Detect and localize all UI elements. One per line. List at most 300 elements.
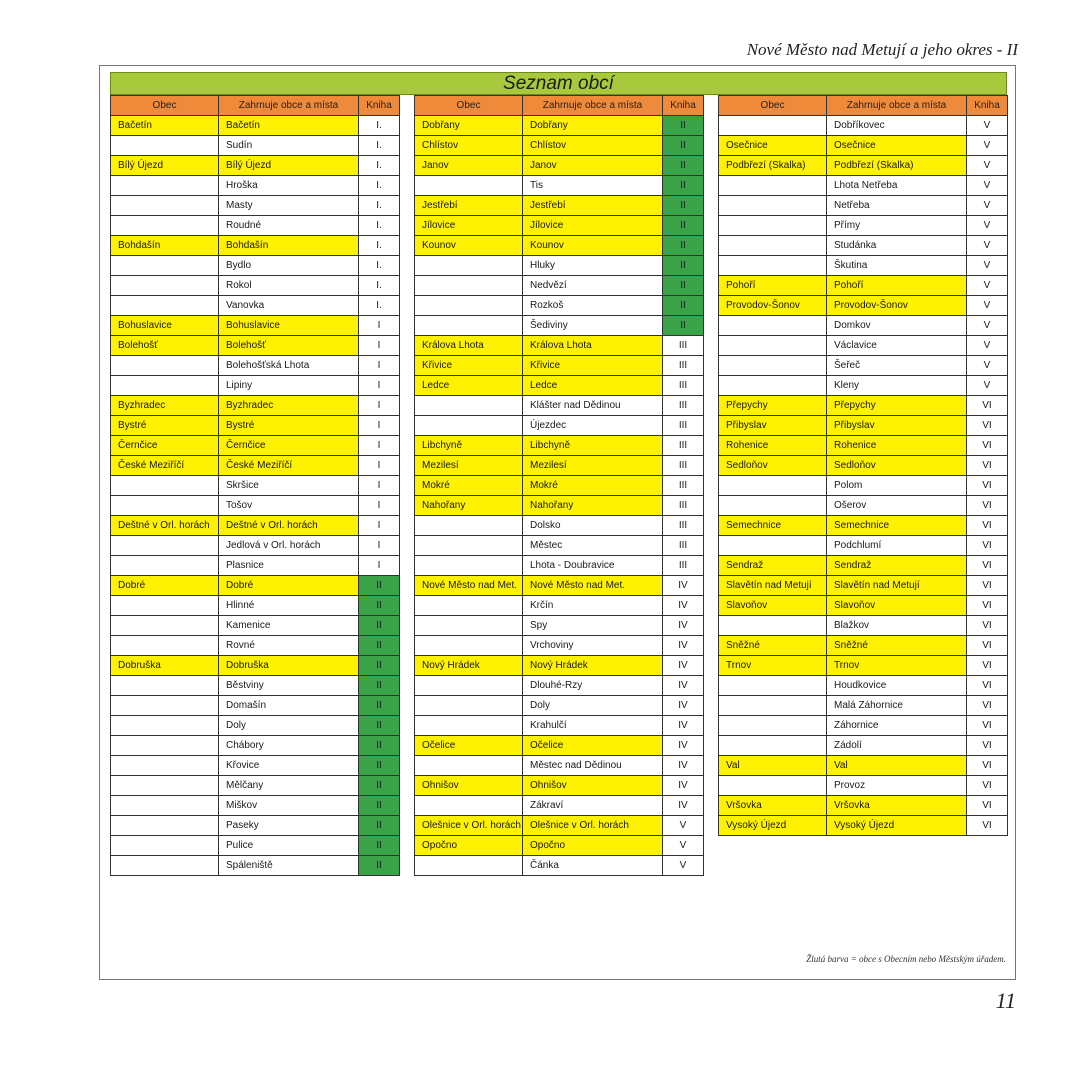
table-row (415, 656, 704, 676)
table-row (415, 256, 704, 276)
cell-zahrnuje: Hroška (219, 176, 359, 196)
cell-obec: Očelice (415, 736, 523, 756)
cell-kniha: VI (967, 536, 1008, 556)
cell-zahrnuje: Králova Lhota (523, 336, 663, 356)
table-row (111, 576, 400, 596)
table-row (111, 316, 400, 336)
cell-zahrnuje: Byzhradec (219, 396, 359, 416)
cell-zahrnuje: Šediviny (523, 316, 663, 336)
cell-kniha: VI (967, 476, 1008, 496)
cell-obec (719, 336, 827, 356)
table-row (111, 196, 400, 216)
page-header-title: Nové Město nad Metují a jeho okres - II (746, 40, 1018, 59)
table-row (415, 296, 704, 316)
cell-obec (111, 176, 219, 196)
table-row (415, 836, 704, 856)
table-row (415, 636, 704, 656)
cell-zahrnuje: Křovice (219, 756, 359, 776)
cell-kniha: I (359, 536, 400, 556)
cell-kniha: II (663, 276, 704, 296)
cell-kniha: IV (663, 756, 704, 776)
cell-kniha: V (967, 316, 1008, 336)
cell-zahrnuje: Bílý Újezd (219, 156, 359, 176)
table-row (415, 456, 704, 476)
table-row (111, 656, 400, 676)
cell-kniha: VI (967, 756, 1008, 776)
cell-kniha: III (663, 496, 704, 516)
cell-obec (111, 716, 219, 736)
municipality-table-column-2 (414, 95, 704, 876)
cell-zahrnuje: Krahulčí (523, 716, 663, 736)
cell-obec (719, 476, 827, 496)
legend-note: Žlutá barva = obce s Obecním nebo Městským úřadem. (806, 954, 1006, 964)
cell-zahrnuje: Semechnice (827, 516, 967, 536)
header-obec: Obec (719, 96, 827, 116)
cell-kniha: II (359, 796, 400, 816)
cell-kniha: VI (967, 596, 1008, 616)
cell-kniha: II (359, 676, 400, 696)
table-row (111, 616, 400, 636)
cell-kniha: V (967, 116, 1008, 136)
cell-zahrnuje: Přímy (827, 216, 967, 236)
table-row (415, 156, 704, 176)
table-row (415, 436, 704, 456)
cell-zahrnuje: Spy (523, 616, 663, 636)
cell-kniha: I (359, 556, 400, 576)
cell-zahrnuje: Vršovka (827, 796, 967, 816)
table-row (415, 336, 704, 356)
cell-kniha: IV (663, 796, 704, 816)
cell-obec (111, 136, 219, 156)
table-row (415, 376, 704, 396)
cell-kniha: VI (967, 716, 1008, 736)
table-row (111, 236, 400, 256)
table-row (415, 356, 704, 376)
cell-obec (111, 296, 219, 316)
table-row (415, 556, 704, 576)
cell-kniha: III (663, 336, 704, 356)
cell-kniha: II (359, 636, 400, 656)
table-row (719, 796, 1008, 816)
table-row (415, 696, 704, 716)
table-row (415, 396, 704, 416)
table-row (111, 716, 400, 736)
cell-zahrnuje: Studánka (827, 236, 967, 256)
cell-zahrnuje: Opočno (523, 836, 663, 856)
cell-kniha: II (359, 836, 400, 856)
municipality-table-column-3 (718, 95, 1008, 836)
cell-obec (111, 476, 219, 496)
table-row (415, 576, 704, 596)
cell-zahrnuje: Ohnišov (523, 776, 663, 796)
cell-obec: Dobruška (111, 656, 219, 676)
cell-obec (111, 736, 219, 756)
cell-kniha: II (359, 576, 400, 596)
cell-zahrnuje: Netřeba (827, 196, 967, 216)
cell-kniha: VI (967, 736, 1008, 756)
cell-obec: Sněžné (719, 636, 827, 656)
table-row (719, 396, 1008, 416)
cell-zahrnuje: Šeřeč (827, 356, 967, 376)
cell-kniha: II (359, 596, 400, 616)
cell-obec: Sedloňov (719, 456, 827, 476)
table-row (415, 776, 704, 796)
cell-obec (415, 636, 523, 656)
cell-kniha: VI (967, 696, 1008, 716)
cell-obec: Opočno (415, 836, 523, 856)
table-row (111, 136, 400, 156)
cell-obec (111, 696, 219, 716)
table-row (111, 796, 400, 816)
municipality-table-column-1 (110, 95, 400, 876)
table-row (111, 216, 400, 236)
cell-kniha: I. (359, 136, 400, 156)
cell-kniha: IV (663, 716, 704, 736)
cell-obec (415, 616, 523, 636)
cell-obec (719, 716, 827, 736)
cell-obec: Bohdašín (111, 236, 219, 256)
cell-zahrnuje: Chábory (219, 736, 359, 756)
cell-obec (719, 116, 827, 136)
cell-kniha: III (663, 556, 704, 576)
table-row (719, 216, 1008, 236)
cell-kniha: II (663, 256, 704, 276)
cell-obec (111, 196, 219, 216)
cell-kniha: II (663, 156, 704, 176)
cell-zahrnuje: Nové Město nad Met. (523, 576, 663, 596)
table-row (719, 576, 1008, 596)
cell-kniha: IV (663, 736, 704, 756)
table-row (719, 136, 1008, 156)
cell-zahrnuje: Kleny (827, 376, 967, 396)
cell-kniha: VI (967, 416, 1008, 436)
table-header-row (111, 96, 400, 116)
table-row (719, 316, 1008, 336)
table-row (415, 676, 704, 696)
cell-kniha: V (967, 136, 1008, 156)
cell-zahrnuje: Rovné (219, 636, 359, 656)
cell-zahrnuje: Mezilesí (523, 456, 663, 476)
cell-zahrnuje: Zádolí (827, 736, 967, 756)
cell-obec: Podbřezí (Skalka) (719, 156, 827, 176)
cell-obec: Slavoňov (719, 596, 827, 616)
table-row (719, 496, 1008, 516)
cell-kniha: II (359, 856, 400, 876)
cell-kniha: IV (663, 636, 704, 656)
cell-obec (111, 776, 219, 796)
table-row (719, 296, 1008, 316)
table-row (719, 716, 1008, 736)
cell-obec (111, 376, 219, 396)
table-row (111, 776, 400, 796)
cell-zahrnuje: Krčín (523, 596, 663, 616)
table-row (415, 616, 704, 636)
cell-zahrnuje: Blažkov (827, 616, 967, 636)
table-row (415, 276, 704, 296)
cell-kniha: I (359, 336, 400, 356)
table-row (111, 536, 400, 556)
table-row (415, 116, 704, 136)
cell-obec (415, 276, 523, 296)
cell-obec: Bílý Újezd (111, 156, 219, 176)
cell-zahrnuje: Houdkovice (827, 676, 967, 696)
cell-obec (415, 556, 523, 576)
cell-obec: Přibyslav (719, 416, 827, 436)
cell-kniha: II (359, 616, 400, 636)
cell-obec (719, 616, 827, 636)
cell-obec: Nahořany (415, 496, 523, 516)
table-row (719, 596, 1008, 616)
table-row (719, 336, 1008, 356)
cell-kniha: VI (967, 456, 1008, 476)
cell-kniha: V (967, 156, 1008, 176)
cell-kniha: I. (359, 296, 400, 316)
table-row (111, 416, 400, 436)
cell-kniha: VI (967, 656, 1008, 676)
cell-zahrnuje: Bohdašín (219, 236, 359, 256)
cell-kniha: II (663, 116, 704, 136)
cell-zahrnuje: Kounov (523, 236, 663, 256)
cell-zahrnuje: Vanovka (219, 296, 359, 316)
cell-kniha: IV (663, 656, 704, 676)
table-row (111, 436, 400, 456)
table-row (111, 456, 400, 476)
table-row (415, 596, 704, 616)
cell-zahrnuje: Vrchoviny (523, 636, 663, 656)
cell-zahrnuje: Černčice (219, 436, 359, 456)
page-number: 11 (995, 988, 1016, 1013)
cell-zahrnuje: Pohoří (827, 276, 967, 296)
cell-obec: Provodov-Šonov (719, 296, 827, 316)
cell-zahrnuje: Doly (219, 716, 359, 736)
table-row (719, 436, 1008, 456)
table-row (111, 376, 400, 396)
cell-kniha: III (663, 536, 704, 556)
table-row (415, 716, 704, 736)
cell-zahrnuje: Roudné (219, 216, 359, 236)
cell-kniha: II (359, 816, 400, 836)
cell-obec: Deštné v Orl. horách (111, 516, 219, 536)
cell-obec (719, 676, 827, 696)
table-row (111, 296, 400, 316)
cell-zahrnuje: Podchlumí (827, 536, 967, 556)
cell-kniha: II (359, 696, 400, 716)
cell-zahrnuje: Mělčany (219, 776, 359, 796)
cell-obec: Králova Lhota (415, 336, 523, 356)
header-kniha: Kniha (359, 96, 400, 116)
cell-zahrnuje: Lipiny (219, 376, 359, 396)
cell-kniha: II (663, 316, 704, 336)
cell-zahrnuje: Masty (219, 196, 359, 216)
cell-zahrnuje: Doly (523, 696, 663, 716)
cell-zahrnuje: Křivice (523, 356, 663, 376)
cell-obec: Nový Hrádek (415, 656, 523, 676)
cell-obec (719, 536, 827, 556)
cell-kniha: VI (967, 556, 1008, 576)
table-row (111, 756, 400, 776)
table-row (719, 776, 1008, 796)
cell-zahrnuje: Domašín (219, 696, 359, 716)
cell-kniha: V (967, 376, 1008, 396)
table-row (415, 736, 704, 756)
table-row (719, 756, 1008, 776)
cell-kniha: III (663, 396, 704, 416)
table-row (111, 276, 400, 296)
cell-obec: Mezilesí (415, 456, 523, 476)
cell-zahrnuje: Jílovice (523, 216, 663, 236)
cell-zahrnuje: Tis (523, 176, 663, 196)
cell-obec (111, 276, 219, 296)
cell-zahrnuje: Tošov (219, 496, 359, 516)
cell-zahrnuje: Městec nad Dědinou (523, 756, 663, 776)
cell-obec (111, 836, 219, 856)
cell-zahrnuje: Bačetín (219, 116, 359, 136)
cell-obec (719, 236, 827, 256)
cell-zahrnuje: Ošerov (827, 496, 967, 516)
cell-kniha: VI (967, 636, 1008, 656)
cell-kniha: I. (359, 176, 400, 196)
cell-zahrnuje: Nahořany (523, 496, 663, 516)
cell-zahrnuje: Rokol (219, 276, 359, 296)
cell-zahrnuje: Slavětín nad Metují (827, 576, 967, 596)
table-row (111, 516, 400, 536)
cell-obec: Semechnice (719, 516, 827, 536)
cell-kniha: V (663, 816, 704, 836)
cell-kniha: V (967, 356, 1008, 376)
cell-kniha: V (967, 256, 1008, 276)
cell-kniha: VI (967, 576, 1008, 596)
cell-obec (415, 696, 523, 716)
table-header-row (719, 96, 1008, 116)
cell-zahrnuje: Trnov (827, 656, 967, 676)
cell-kniha: VI (967, 816, 1008, 836)
cell-kniha: II (359, 656, 400, 676)
cell-kniha: II (359, 776, 400, 796)
cell-zahrnuje: Miškov (219, 796, 359, 816)
cell-obec: Přepychy (719, 396, 827, 416)
cell-zahrnuje: Bolehošťská Lhota (219, 356, 359, 376)
table-row (719, 416, 1008, 436)
cell-obec (415, 416, 523, 436)
table-row (415, 176, 704, 196)
header-kniha: Kniha (663, 96, 704, 116)
cell-zahrnuje: Hluky (523, 256, 663, 276)
cell-kniha: IV (663, 676, 704, 696)
table-row (719, 616, 1008, 636)
cell-kniha: I (359, 396, 400, 416)
cell-zahrnuje: Podbřezí (Skalka) (827, 156, 967, 176)
cell-zahrnuje: Václavice (827, 336, 967, 356)
cell-obec (111, 796, 219, 816)
table-row (719, 236, 1008, 256)
cell-obec: Nové Město nad Met. (415, 576, 523, 596)
cell-kniha: I (359, 516, 400, 536)
cell-kniha: III (663, 456, 704, 476)
cell-zahrnuje: České Meziříčí (219, 456, 359, 476)
cell-obec (415, 856, 523, 876)
cell-obec (415, 796, 523, 816)
cell-zahrnuje: Lhota - Doubravice (523, 556, 663, 576)
table-row (111, 336, 400, 356)
cell-zahrnuje: Rohenice (827, 436, 967, 456)
header-zahrnuje: Zahrnuje obce a místa (827, 96, 967, 116)
cell-kniha: I. (359, 196, 400, 216)
cell-zahrnuje: Jestřebí (523, 196, 663, 216)
cell-kniha: II (359, 756, 400, 776)
cell-zahrnuje: Domkov (827, 316, 967, 336)
cell-obec: Val (719, 756, 827, 776)
cell-obec (415, 176, 523, 196)
cell-obec (719, 176, 827, 196)
cell-kniha: I (359, 476, 400, 496)
cell-obec (719, 736, 827, 756)
cell-obec: Vysoký Újezd (719, 816, 827, 836)
cell-kniha: II (663, 236, 704, 256)
cell-obec: Rohenice (719, 436, 827, 456)
table-row (415, 516, 704, 536)
table-row (719, 256, 1008, 276)
cell-obec (719, 216, 827, 236)
table-row (111, 636, 400, 656)
cell-obec (111, 356, 219, 376)
cell-obec: Slavětín nad Metují (719, 576, 827, 596)
cell-zahrnuje: Malá Záhornice (827, 696, 967, 716)
cell-obec (111, 856, 219, 876)
cell-kniha: I. (359, 256, 400, 276)
cell-kniha: I (359, 376, 400, 396)
table-row (111, 836, 400, 856)
cell-kniha: V (967, 296, 1008, 316)
table-title: Seznam obcí (110, 72, 1007, 95)
cell-zahrnuje: Přepychy (827, 396, 967, 416)
table-row (111, 156, 400, 176)
cell-zahrnuje: Zákraví (523, 796, 663, 816)
cell-kniha: I. (359, 276, 400, 296)
table-row (719, 516, 1008, 536)
table-row (719, 656, 1008, 676)
cell-obec: Vršovka (719, 796, 827, 816)
cell-obec: Bačetín (111, 116, 219, 136)
cell-zahrnuje: Dobřany (523, 116, 663, 136)
cell-obec: Libchyně (415, 436, 523, 456)
cell-kniha: I (359, 496, 400, 516)
cell-zahrnuje: Chlístov (523, 136, 663, 156)
cell-kniha: II (663, 136, 704, 156)
cell-obec (415, 756, 523, 776)
table-row (415, 236, 704, 256)
cell-zahrnuje: Nový Hrádek (523, 656, 663, 676)
header-kniha: Kniha (967, 96, 1008, 116)
cell-obec (719, 196, 827, 216)
cell-kniha: III (663, 476, 704, 496)
cell-obec (111, 616, 219, 636)
table-row (719, 176, 1008, 196)
cell-zahrnuje: Bolehošť (219, 336, 359, 356)
cell-kniha: VI (967, 676, 1008, 696)
table-row (415, 856, 704, 876)
cell-obec (719, 376, 827, 396)
cell-kniha: II (359, 716, 400, 736)
cell-zahrnuje: Sedloňov (827, 456, 967, 476)
cell-zahrnuje: Dobříkovec (827, 116, 967, 136)
cell-zahrnuje: Osečnice (827, 136, 967, 156)
cell-obec (415, 536, 523, 556)
table-header-row (415, 96, 704, 116)
cell-kniha: VI (967, 436, 1008, 456)
cell-kniha: VI (967, 516, 1008, 536)
cell-zahrnuje: Bohuslavice (219, 316, 359, 336)
table-row (719, 116, 1008, 136)
